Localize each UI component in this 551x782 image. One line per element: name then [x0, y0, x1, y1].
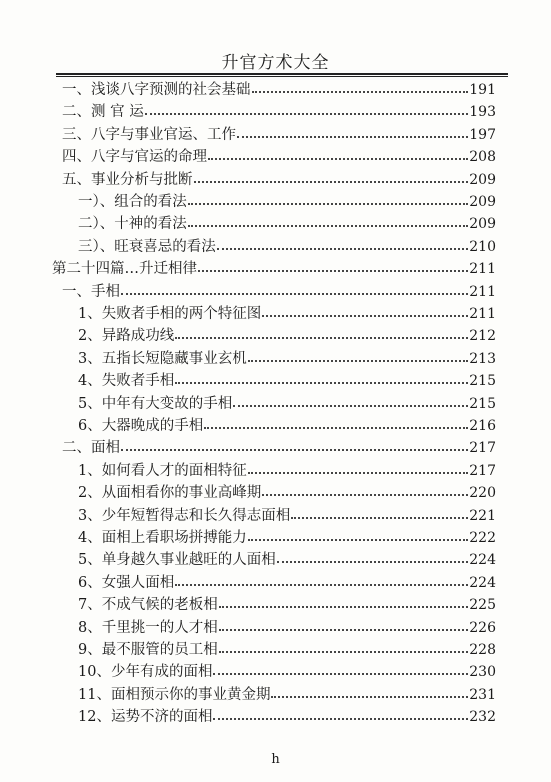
toc-entry-title: 4、失败者手相: [78, 373, 175, 390]
toc-entry: [78, 212, 496, 234]
toc-leader-dots: [248, 539, 469, 541]
toc-entry-page: 208: [469, 149, 496, 166]
toc-entry: [78, 414, 496, 436]
toc-entry: [78, 347, 496, 369]
toc-entry-title: 三、八字与事业官运、工作: [62, 126, 236, 143]
toc-entry-page: 193: [469, 104, 496, 121]
toc-leader-dots: [175, 584, 468, 586]
toc-entry-page: 224: [469, 552, 496, 569]
toc-entry-page: 231: [469, 686, 496, 703]
toc-entry-title: 8、千里挑一的人才相: [78, 619, 218, 636]
toc-entry: [78, 504, 496, 526]
toc-entry-page: 211: [469, 283, 496, 300]
toc-entry: [78, 571, 496, 593]
toc-leader-dots: [219, 651, 469, 653]
toc-entry: [78, 593, 496, 615]
toc-entry-page: 232: [469, 709, 496, 726]
toc-entry-title: 6、大器晚成的手相: [78, 418, 204, 434]
page-footer-mark: h: [271, 752, 280, 767]
toc-leader-dots: [291, 517, 468, 519]
toc-entry-page: 211: [469, 261, 496, 278]
toc-entry-page: 217: [469, 462, 496, 479]
toc-leader-dots: [248, 472, 469, 474]
toc-entry-title: 3、少年短暂得志和长久得志面相: [78, 507, 291, 524]
toc-entry: [78, 638, 496, 660]
toc-entry: [78, 392, 496, 414]
toc-entry-page: 230: [469, 664, 496, 681]
toc-entry-page: 222: [469, 530, 496, 546]
toc-entry-page: 226: [469, 619, 496, 636]
toc-leader-dots: [237, 136, 468, 138]
toc-entry: [78, 481, 496, 503]
toc-entry-page: 221: [469, 507, 496, 524]
toc-leader-dots: [213, 718, 468, 720]
toc-entry: [78, 324, 496, 346]
toc-leader-dots: [271, 696, 468, 698]
toc-entry-title: 四、八字与官运的命理: [62, 149, 207, 166]
toc-entry-title: 9、最不服管的员工相: [78, 642, 218, 658]
toc-leader-dots: [204, 427, 468, 429]
toc-entry-title: 2、异路成功线: [78, 328, 175, 345]
toc-entry: [62, 280, 496, 302]
toc-entry-title: 一、浅谈八字预测的社会基础: [62, 82, 251, 98]
toc-entry: [78, 526, 496, 548]
toc-entry-page: 210: [469, 238, 496, 255]
toc-entry-title: 二）、十神的看法: [78, 216, 187, 233]
toc-entry: [78, 302, 496, 324]
toc-entry-page: 215: [469, 395, 496, 412]
toc-leader-dots: [188, 203, 469, 205]
running-header-title: 升官方术大全: [221, 53, 330, 73]
toc-entry-page: 225: [469, 597, 496, 614]
toc-entry-title: 一、手相: [62, 283, 120, 300]
toc-entry-page: 209: [469, 171, 496, 188]
toc-leader-dots: [194, 181, 469, 183]
toc-entry-page: 209: [469, 216, 496, 233]
toc-leader-dots: [175, 337, 468, 339]
toc-entry-page: 216: [469, 418, 496, 434]
toc-entry-page: 224: [469, 574, 496, 591]
toc-leader-dots: [145, 113, 469, 115]
toc-entry: [78, 705, 496, 727]
toc-entry-page: 191: [469, 82, 496, 98]
toc-leader-dots: [217, 248, 469, 250]
toc-leader-dots: [213, 673, 468, 675]
toc-entry-page: 197: [469, 126, 496, 143]
toc-entry-page: 209: [469, 194, 496, 210]
toc-leader-dots: [252, 91, 469, 93]
toc-entry-title: 第二十四篇…升迁相律: [52, 261, 197, 278]
toc-entry-title: 10、少年有成的面相: [78, 664, 213, 681]
toc-leader-dots: [262, 315, 468, 317]
toc-entry-title: 5、中年有大变故的手相: [78, 395, 233, 412]
toc-entry: [78, 235, 496, 257]
toc-entry-page: 228: [469, 642, 496, 658]
toc-entry-title: 二、测 官 运: [62, 104, 144, 121]
toc-entry: [78, 190, 496, 212]
toc-entry-title: 1、失败者手相的两个特征图: [78, 306, 262, 322]
toc-entry-title: 二、面相: [62, 440, 120, 457]
toc-leader-dots: [277, 561, 469, 563]
toc-entry: [62, 168, 496, 190]
toc-leader-dots: [188, 225, 469, 227]
toc-entry-page: 217: [469, 440, 496, 457]
header-rule-thin: [56, 76, 508, 77]
toc-entry: [62, 123, 496, 145]
toc-leader-dots: [175, 382, 468, 384]
toc-entry: [52, 257, 496, 279]
toc-leader-dots: [219, 629, 469, 631]
toc-entry-title: 7、不成气候的老板相: [78, 597, 218, 614]
toc-leader-dots: [233, 405, 468, 407]
toc-leader-dots: [198, 270, 468, 272]
toc-entry-title: 2、从面相看你的事业高峰期: [78, 485, 262, 502]
toc-entry-page: 212: [469, 328, 496, 345]
toc-entry: [78, 616, 496, 638]
toc-leader-dots: [121, 449, 468, 451]
toc-entry-title: 11、面相预示你的事业黄金期: [78, 686, 271, 703]
toc-entry-title: 6、女强人面相: [78, 574, 175, 591]
toc-entry: [78, 369, 496, 391]
toc-entry: [78, 548, 496, 570]
toc-entry: [62, 145, 496, 167]
toc-entry-page: 213: [469, 350, 496, 367]
toc-leader-dots: [262, 494, 468, 496]
toc-entry-title: 3、五指长短隐藏事业玄机: [78, 350, 247, 367]
toc-entry: [78, 683, 496, 705]
toc-entry-title: 4、面相上看职场拼搏能力: [78, 530, 247, 546]
toc-leader-dots: [219, 606, 469, 608]
toc-entry: [78, 660, 496, 682]
toc-entry-page: 211: [469, 306, 496, 322]
toc-entry-title: 12、运势不济的面相: [78, 709, 213, 726]
toc-leader-dots: [208, 158, 468, 160]
toc-leader-dots: [248, 360, 469, 362]
toc-entry: [62, 436, 496, 458]
toc-entry-page: 220: [469, 485, 496, 502]
toc-entry-title: 五、事业分析与批断: [62, 171, 193, 188]
toc-entry-title: 一）、组合的看法: [78, 194, 187, 210]
toc-entry: [78, 459, 496, 481]
toc-leader-dots: [121, 293, 468, 295]
header-rule-thick: [56, 73, 508, 75]
toc-entry-title: 1、如何看人才的面相特征: [78, 462, 247, 479]
toc-entry-page: 215: [469, 373, 496, 390]
toc-entry-title: 三）、旺衰喜忌的看法: [78, 238, 216, 255]
toc-entry: [62, 78, 496, 100]
toc-entry: [62, 100, 496, 122]
toc-entry-title: 5、单身越久事业越旺的人面相: [78, 552, 276, 569]
